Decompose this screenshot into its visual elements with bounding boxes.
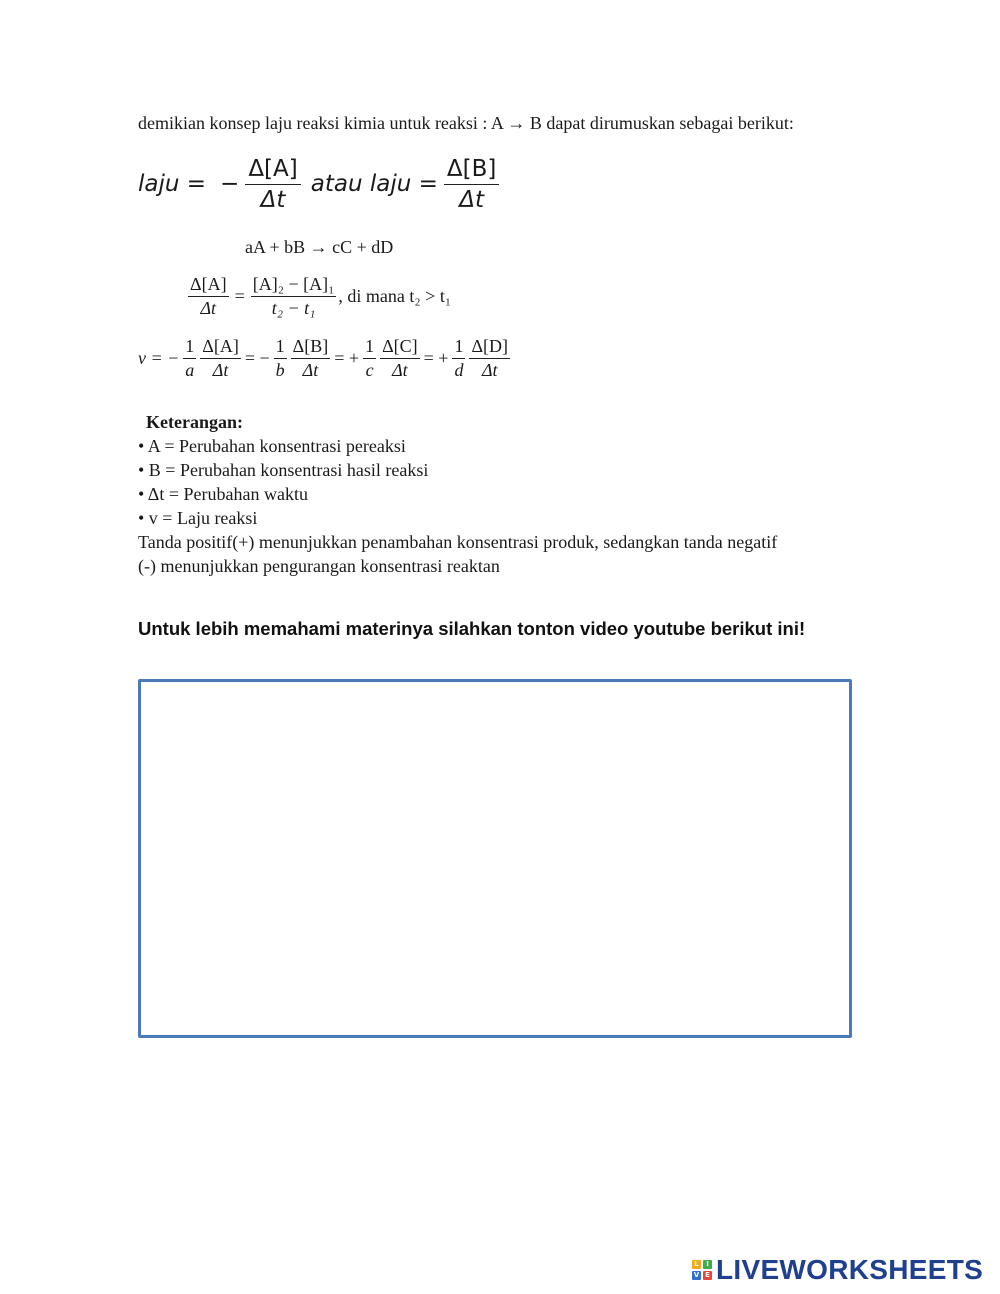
intro-text: demikian konsep laju reaksi kimia untuk reaksi : A → B dapat dirumuskan sebagai berikut:: [138, 113, 794, 133]
delta-fraction: [380, 336, 420, 381]
coef-fraction: [363, 336, 376, 381]
numerator: 1: [274, 336, 287, 359]
rate-formula: [138, 148, 498, 220]
list-item: • Δt = Perubahan waktu: [138, 484, 308, 504]
note-line: (-) menunjukkan pengurangan konsentrasi reaktan: [138, 556, 500, 576]
denominator: Δt: [481, 360, 498, 380]
numerator: Δ[C]: [380, 336, 420, 359]
numerator: Δ[A]: [245, 156, 300, 185]
rate-lhs: laju =: [138, 171, 207, 197]
general-reaction: aA + bB → cC + dD: [245, 237, 394, 257]
delta-fraction: [291, 336, 331, 381]
condition: , di mana t₂ > t₁: [338, 286, 452, 306]
coef-fraction: [274, 336, 287, 381]
denominator: d: [454, 360, 464, 380]
logo-text: LIVEWORKSHEETS: [716, 1254, 984, 1285]
logo-badge-icon: [692, 1260, 712, 1280]
numerator: Δ[A]: [188, 274, 229, 297]
denominator: Δt: [302, 360, 319, 380]
delta-fraction: [469, 336, 510, 381]
minus-sign: −: [220, 171, 240, 197]
numerator: Δ[D]: [469, 336, 510, 359]
numerator: Δ[B]: [444, 156, 499, 185]
badge-letter: L: [692, 1260, 701, 1269]
denominator: Δt: [200, 298, 217, 318]
numerator: Δ[B]: [291, 336, 331, 359]
list-item: • A = Perubahan konsentrasi pereaksi: [138, 436, 406, 456]
fraction-delta-a: [245, 156, 300, 213]
rate-mid: atau laju =: [310, 171, 438, 197]
youtube-video-embed[interactable]: [138, 679, 852, 1038]
numerator: 1: [452, 336, 465, 359]
denominator: Δt: [459, 186, 484, 213]
badge-letter: V: [693, 1271, 700, 1279]
video-callout: Untuk lebih memahami materinya silahkan tonton video youtube berikut ini!: [138, 618, 806, 639]
keterangan-section: [138, 410, 777, 578]
numerator: [A]₂ − [A]₁: [251, 274, 337, 297]
numerator: 1: [183, 336, 196, 359]
coef-fraction: [183, 336, 196, 381]
denominator: Δt: [260, 186, 286, 213]
badge-letter: I: [703, 1260, 712, 1269]
denominator: Δt: [212, 360, 229, 380]
denominator: Δt: [392, 360, 408, 380]
denominator: c: [365, 360, 374, 380]
badge-letter: E: [703, 1271, 712, 1280]
delta-fraction: [200, 336, 241, 381]
rate-v-definition: [138, 336, 510, 381]
denominator: t₂ − t₁: [271, 298, 316, 318]
coef-fraction: [452, 336, 465, 381]
numerator: 1: [363, 336, 376, 359]
denominator: a: [185, 360, 195, 380]
fraction-difference: [251, 274, 337, 319]
operator: = +: [423, 348, 449, 368]
keterangan-title: Keterangan:: [146, 412, 243, 432]
fraction-delta-b: [444, 156, 499, 213]
operator: = −: [244, 348, 270, 368]
v-lhs: v = −: [138, 348, 180, 368]
list-item: • v = Laju reaksi: [138, 508, 258, 528]
operator: = +: [334, 348, 360, 368]
denominator: b: [275, 360, 285, 380]
liveworksheets-logo: [692, 1254, 983, 1286]
equals: =: [234, 286, 245, 306]
delta-definition: [188, 274, 451, 319]
fraction-delta-a: [188, 274, 229, 319]
note-line: Tanda positif(+) menunjukkan penambahan konsentrasi produk, sedangkan tanda negatif: [138, 532, 778, 552]
numerator: Δ[A]: [200, 336, 241, 359]
list-item: • B = Perubahan konsentrasi hasil reaksi: [138, 460, 429, 480]
